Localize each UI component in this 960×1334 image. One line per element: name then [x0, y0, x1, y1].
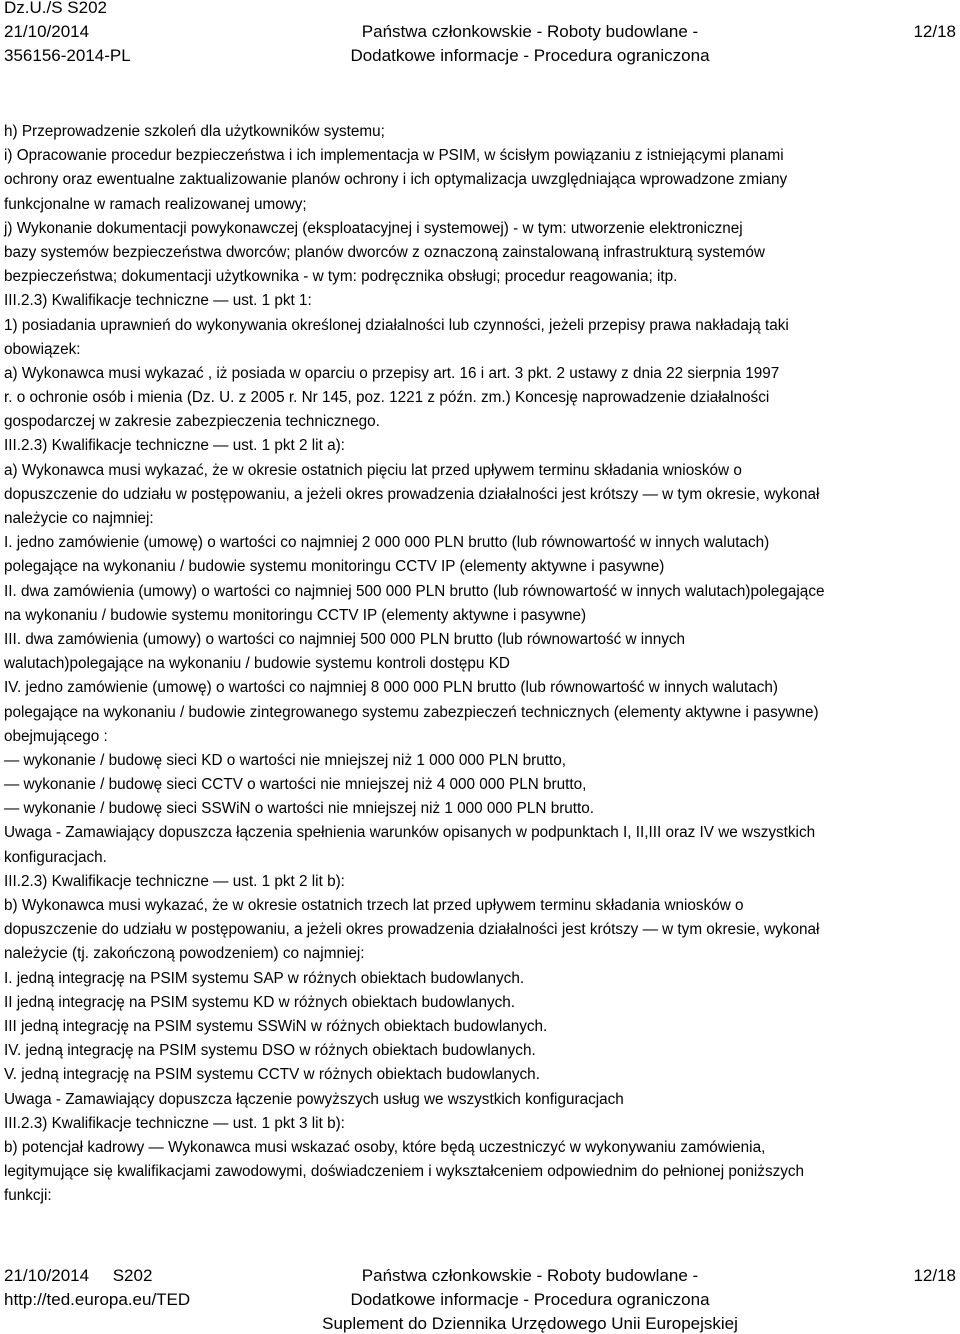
- body-line: konfiguracjach.: [4, 848, 107, 866]
- body-line: dopuszczenie do udziału w postępowaniu, a jeżeli okres prowadzenia działalności jest krótszy — w tym okresie, wykonał: [4, 921, 820, 939]
- body-line: dopuszczenie do udziału w postępowaniu, a jeżeli okres prowadzenia działalności jest krótszy — w tym okresie, wykonał: [4, 485, 820, 503]
- footer-subtitle: Dodatkowe informacje - Procedura ograniczona: [350, 1290, 710, 1309]
- body-line: IV. jedno zamówienie (umowę) o wartości co najmniej 8 000 000 PLN brutto (lub równowartość w innych walutach): [4, 679, 779, 697]
- body-line: III.2.3) Kwalifikacje techniczne — ust. 1 pkt 3 lit b):: [4, 1114, 345, 1132]
- body-line: — wykonanie / budowę sieci KD o wartości nie mniejszej niż 1 000 000 PLN brutto,: [4, 751, 567, 769]
- body-line: I. jedno zamówienie (umowę) o wartości co najmniej 2 000 000 PLN brutto (lub równowartość w innych walutach): [4, 534, 770, 552]
- body-line: bezpieczeństwa; dokumentacji użytkownika - w tym: podręcznika obsługi; procedur reagowania; itp.: [4, 268, 678, 286]
- footer-title: Państwa członkowskie - Roboty budowlane -: [361, 1266, 699, 1285]
- body-line: funkcjonalne w ramach realizowanej umowy;: [4, 195, 307, 213]
- body-line: — wykonanie / budowę sieci SSWiN o wartości nie mniejszej niż 1 000 000 PLN brutto.: [4, 800, 595, 818]
- body-line: Uwaga - Zamawiający dopuszcza łączenia spełnienia warunków opisanych w podpunktach I, II,III oraz IV we wszystkich: [4, 824, 816, 842]
- body-line: Uwaga - Zamawiający dopuszcza łączenie powyższych usług we wszystkich konfiguracjach: [4, 1090, 624, 1108]
- header-subtitle: Dodatkowe informacje - Procedura ograniczona: [350, 46, 710, 65]
- body-line: legitymujące się kwalifikacjami zawodowymi, doświadczeniem i wykształceniem odpowiednim do pełnionej poniższych: [4, 1163, 805, 1181]
- body-line: III.2.3) Kwalifikacje techniczne — ust. 1 pkt 1:: [4, 292, 312, 310]
- body-line: V. jedną integrację na PSIM systemu CCTV w różnych obiektach budowlanych.: [4, 1066, 540, 1084]
- body-line: obowiązek:: [4, 340, 81, 358]
- body-line: III jedną integrację na PSIM systemu SSWiN w różnych obiektach budowlanych.: [4, 1017, 548, 1035]
- body-line: 1) posiadania uprawnień do wykonywania określonej działalności lub czynności, jeżeli przepisy prawa nakładają taki: [4, 316, 789, 334]
- body-line: III.2.3) Kwalifikacje techniczne — ust. 1 pkt 2 lit b):: [4, 872, 345, 890]
- body-line: b) Wykonawca musi wykazać, że w okresie ostatnich trzech lat przed upływem terminu składania wniosków o: [4, 897, 744, 914]
- body-line: a) Wykonawca musi wykazać, że w okresie ostatnich pięciu lat przed upływem terminu składania wniosków o: [4, 461, 742, 479]
- header-page-number: 12/18: [913, 22, 956, 41]
- body-line: i) Opracowanie procedur bezpieczeństwa i ich implementacja w PSIM, w ścisłym powiązaniu z istniejącymi planami: [4, 147, 784, 165]
- body-line: funkcji:: [4, 1187, 52, 1205]
- body-line: IV. jedną integrację na PSIM systemu DSO w różnych obiektach budowlanych.: [4, 1042, 536, 1060]
- body-line: należycie co najmniej:: [4, 510, 154, 527]
- journal-reference: Dz.U./S S202: [4, 0, 107, 17]
- header-date: 21/10/2014: [4, 22, 90, 41]
- body-line: ochrony oraz ewentualne zaktualizowanie planów ochrony i ich optymalizacja uwzględniająca wprowadzone zmiany: [4, 171, 788, 189]
- body-line: II jedną integrację na PSIM systemu KD w różnych obiektach budowlanych.: [4, 993, 516, 1011]
- body-line: b) potencjał kadrowy — Wykonawca musi wskazać osoby, które będą uczestniczyć w wykonywaniu zamówienia,: [4, 1138, 766, 1156]
- body-line: III. dwa zamówienia (umowy) o wartości co najmniej 500 000 PLN brutto (lub równowartość w innych: [4, 630, 686, 648]
- body-line: — wykonanie / budowę sieci CCTV o wartości nie mniejszej niż 4 000 000 PLN brutto,: [4, 776, 587, 794]
- body-line: r. o ochronie osób i mienia (Dz. U. z 2005 r. Nr 145, poz. 1221 z późn. zm.) Koncesję naprowadzenie działalności: [4, 389, 770, 407]
- body-line: polegające na wykonaniu / budowie zintegrowanego systemu zabezpieczeń technicznych (elementy aktywne i pasywne): [4, 703, 819, 721]
- body-line: polegające na wykonaniu / budowie systemu monitoringu CCTV IP (elementy aktywne i pasywne): [4, 558, 665, 576]
- body-line: walutach)polegające na wykonaniu / budowie systemu kontroli dostępu KD: [4, 655, 510, 673]
- body-line: na wykonaniu / budowie systemu monitoringu CCTV IP (elementy aktywne i pasywne): [4, 606, 587, 624]
- notice-number: 356156-2014-PL: [4, 46, 131, 65]
- body-line: należycie (tj. zakończoną powodzeniem) co najmniej:: [4, 945, 365, 963]
- document-body: [4, 120, 956, 1208]
- body-line: a) Wykonawca musi wykazać , iż posiada w oparciu o przepisy art. 16 i art. 3 pkt. 2 ustawy z dnia 22 sierpnia 1997: [4, 364, 780, 382]
- ted-link[interactable]: http://ted.europa.eu/TED: [4, 1290, 191, 1309]
- footer-supplement: Suplement do Dziennika Urzędowego Unii Europejskiej: [322, 1314, 738, 1333]
- body-line: II. dwa zamówienia (umowy) o wartości co najmniej 500 000 PLN brutto (lub równowartość w innych walutach)polegające: [4, 582, 825, 600]
- header-title: Państwa członkowskie - Roboty budowlane -: [361, 22, 699, 41]
- body-line: I. jedną integrację na PSIM systemu SAP w różnych obiektach budowlanych.: [4, 969, 525, 987]
- body-line: obejmującego :: [4, 727, 108, 745]
- footer-date-issue: 21/10/2014 S202: [4, 1266, 153, 1285]
- footer-page-number: 12/18: [913, 1266, 956, 1285]
- body-line: j) Wykonanie dokumentacji powykonawczej (eksploatacyjnej i systemowej) - w tym: utworzenie elektronicznej: [4, 219, 743, 237]
- body-line: bazy systemów bezpieczeństwa dworców; planów dworców z oznaczoną zainstalowaną infrastrukturą systemów: [4, 243, 765, 261]
- body-line: III.2.3) Kwalifikacje techniczne — ust. 1 pkt 2 lit a):: [4, 437, 345, 455]
- body-line: h) Przeprowadzenie szkoleń dla użytkowników systemu;: [4, 123, 385, 140]
- body-line: gospodarczej w zakresie zabezpieczenia technicznego.: [4, 413, 380, 431]
